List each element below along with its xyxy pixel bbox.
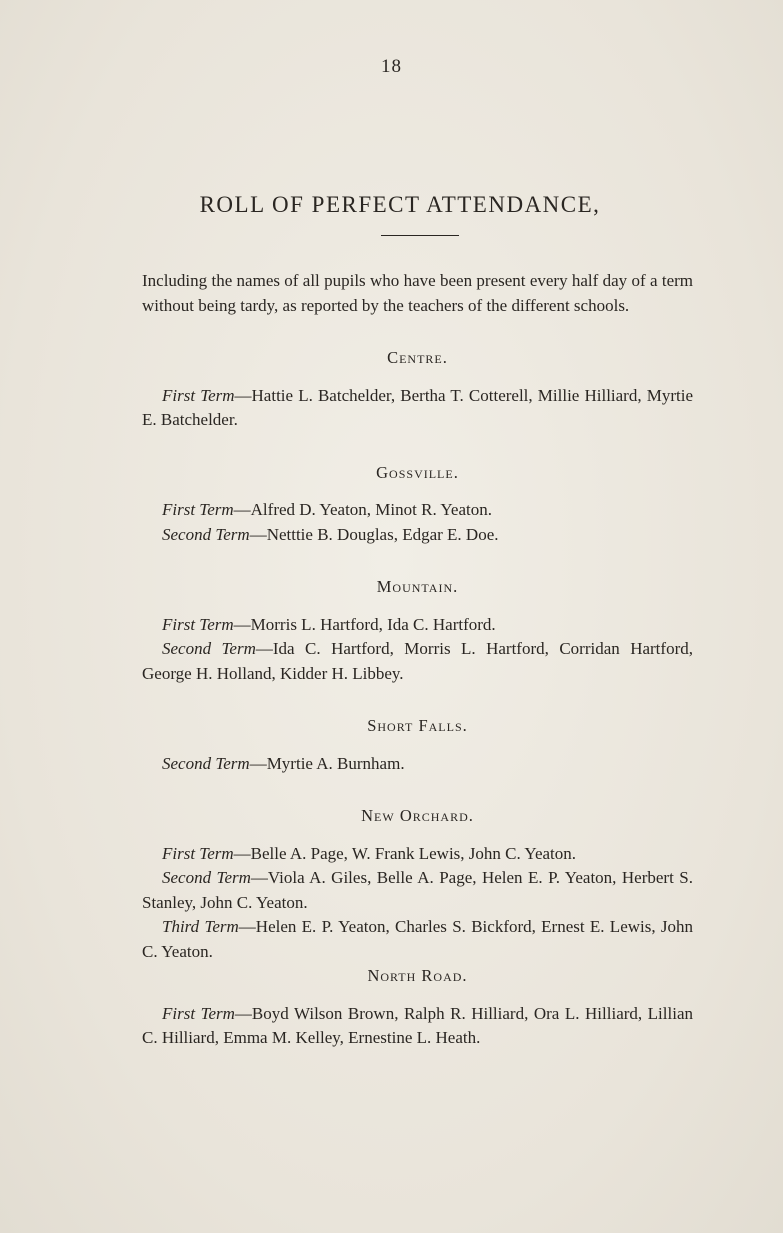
spacer bbox=[142, 600, 693, 613]
term-entry bbox=[142, 866, 693, 915]
term-label: First Term bbox=[162, 843, 234, 863]
term-label: Second Term bbox=[162, 639, 256, 658]
term-names: Hattie L. Batchelder, Bertha T. Cotterell, Millie Hilliard, Myrtie E. Batchelder. bbox=[142, 385, 693, 429]
title-divider bbox=[381, 235, 459, 236]
term-entry bbox=[142, 637, 693, 686]
term-entry bbox=[142, 384, 693, 433]
term-names: Viola A. Giles, Belle A. Page, Helen E. P. Yeaton, Herbert S. Stanley, John C. Yeaton. bbox=[142, 868, 693, 912]
page-title: ROLL OF PERFECT ATTENDANCE, bbox=[199, 192, 601, 218]
section-heading: New Orchard. bbox=[361, 806, 474, 825]
term-names: Ida C. Hartford, Morris L. Hartford, Corridan Hartford, George H. Holland, Kidder H. Libbey. bbox=[142, 639, 693, 683]
term-names: Morris L. Hartford, Ida C. Hartford. bbox=[250, 614, 496, 634]
section-heading: Centre. bbox=[387, 348, 448, 367]
intro-paragraph: Including the names of all pupils who have been present every half day of a term without being tardy, as reported by the teachers of the different schools. bbox=[142, 271, 693, 315]
dash: — bbox=[249, 753, 267, 773]
dash: — bbox=[233, 614, 251, 634]
term-names: Myrtie A. Burnham. bbox=[266, 753, 405, 773]
term-names: Boyd Wilson Brown, Ralph R. Hilliard, Ora L. Hilliard, Lillian C. Hilliard, Emma M. Kelley, Ernestine L. Heath. bbox=[142, 1003, 693, 1047]
term-entry bbox=[142, 1002, 693, 1051]
term-entry bbox=[142, 498, 693, 523]
spacer bbox=[142, 433, 693, 461]
term-label: First Term bbox=[162, 1003, 235, 1023]
dash: — bbox=[255, 639, 273, 658]
term-names: Belle A. Page, W. Frank Lewis, John C. Yeaton. bbox=[250, 843, 577, 863]
spacer bbox=[142, 829, 693, 842]
term-names: Netttie B. Douglas, Edgar E. Doe. bbox=[266, 524, 499, 544]
section-heading: Short Falls. bbox=[367, 716, 468, 735]
term-label: First Term bbox=[162, 614, 234, 634]
term-entry bbox=[142, 752, 693, 777]
term-label: Second Term bbox=[162, 868, 251, 887]
dash: — bbox=[249, 524, 267, 544]
section-heading: North Road. bbox=[367, 966, 468, 985]
school-sections bbox=[142, 318, 693, 1051]
section-heading: Gossville. bbox=[376, 462, 459, 482]
spacer bbox=[142, 686, 693, 714]
term-label: Third Term bbox=[162, 917, 239, 936]
term-names: Alfred D. Yeaton, Minot R. Yeaton. bbox=[250, 500, 492, 519]
dash: — bbox=[250, 868, 268, 887]
spacer bbox=[142, 989, 693, 1002]
term-label: First Term bbox=[162, 385, 235, 405]
document-body bbox=[142, 269, 693, 1051]
dash: — bbox=[233, 500, 251, 519]
term-names: Helen E. P. Yeaton, Charles S. Bickford, Ernest E. Lewis, John C. Yeaton. bbox=[142, 917, 694, 961]
term-label: Second Term bbox=[162, 753, 250, 773]
section-heading: Mountain. bbox=[376, 577, 459, 596]
term-entry bbox=[142, 915, 693, 964]
spacer bbox=[142, 739, 693, 752]
term-entry bbox=[142, 523, 693, 548]
spacer bbox=[142, 485, 693, 498]
term-label: Second Term bbox=[162, 524, 250, 544]
dash: — bbox=[234, 385, 252, 405]
spacer bbox=[142, 776, 693, 804]
spacer bbox=[142, 371, 693, 384]
spacer bbox=[142, 547, 693, 575]
dash: — bbox=[234, 1003, 252, 1023]
term-entry bbox=[142, 842, 693, 867]
spacer bbox=[142, 318, 693, 346]
dash: — bbox=[233, 843, 251, 863]
term-entry bbox=[142, 613, 693, 638]
page-number: 18 bbox=[381, 56, 402, 77]
term-label: First Term bbox=[162, 500, 234, 519]
dash: — bbox=[238, 917, 256, 936]
